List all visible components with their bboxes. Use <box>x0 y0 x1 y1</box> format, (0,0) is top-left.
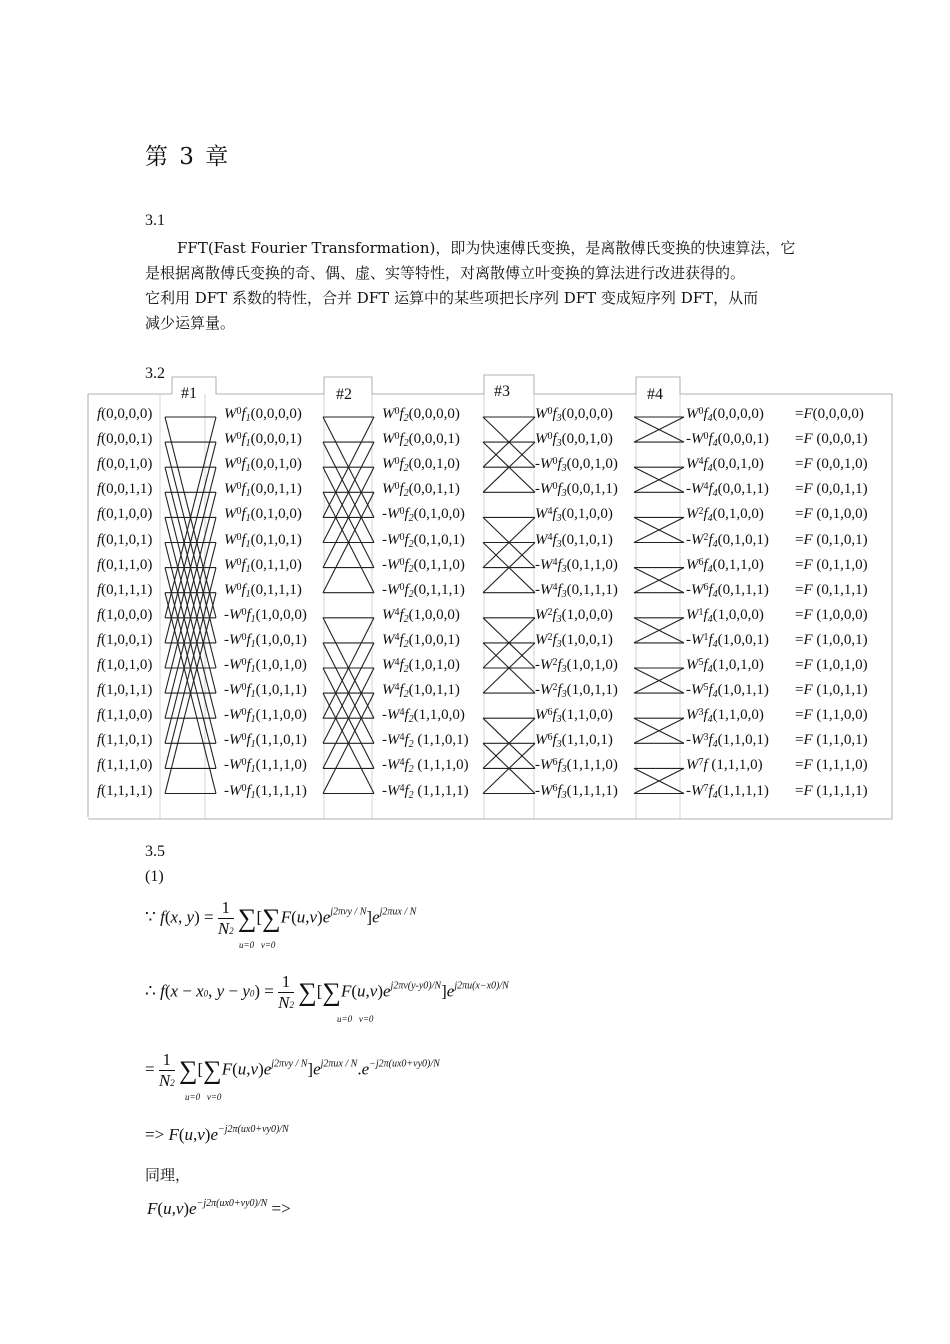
section-number-3-1: 3.1 <box>145 212 165 229</box>
diagram-label: $-W^0f_1(1,0,1,0)$ <box>224 657 307 675</box>
diagram-label: $W^4f_4(0,0,1,0)$ <box>686 456 764 475</box>
diagram-label: $-W^5f_4(1,0,1,1)$ <box>686 682 769 701</box>
diagram-label: =F (1,0,1,0) <box>795 657 868 673</box>
diagram-label: $W^6f_4(0,1,1,0)$ <box>686 556 764 575</box>
equation-2: ∴ f(x − x0, y − y0) = $\frac{1}{N2}$ $\sum[\sum F(u,v)e^{j2\pi v(y-y0)/N}]e^{j2\pi u(x-x0)/N}$ u=0 v=0 <box>145 972 509 1024</box>
diagram-label: f(0,1,1,1) <box>97 581 153 598</box>
equation-4: => $F(u,v)e^{-j2\pi(ux0+vy0)/N}$ <box>145 1124 289 1144</box>
diagram-label: $-W^0f_2(0,1,0,1)$ <box>382 531 465 550</box>
stage-label: #3 <box>494 383 510 400</box>
diagram-label: $-W^2f_3(1,0,1,0)$ <box>535 657 618 675</box>
diagram-label: $-W^6f_3(1,1,1,1)$ <box>535 782 618 801</box>
diagram-label: $W^5f_4(1,0,1,0)$ <box>686 657 764 675</box>
equation-5: $F(u,v)e^{-j2\pi(ux0+vy0)/N}$ => <box>147 1198 291 1218</box>
diagram-label: $-W^4f_2$ (1,1,1,1) <box>382 782 469 801</box>
stage-label: #1 <box>181 385 197 402</box>
diagram-label: $W^0f_1(0,1,0,1)$ <box>224 531 302 550</box>
diagram-label: $W^4f_3(0,1,0,1)$ <box>535 531 613 550</box>
equation-1: ∵ f(x, y) = $\frac{1}{N2}$ $\sum[\sum F(u,v)e^{j2\pi vy / N}]e^{j2\pi ux / N}$ u=0 v=0 <box>145 898 417 950</box>
diagram-label: $-W^0f_2(0,1,1,1)$ <box>382 581 465 600</box>
diagram-label: $W^4f_2(1,0,0,1)$ <box>382 631 460 650</box>
diagram-label: =F (1,0,0,0) <box>795 606 868 623</box>
diagram-label: f(1,0,1,1) <box>97 682 153 699</box>
diagram-label: $W^0f_1(0,0,1,1)$ <box>224 481 302 500</box>
diagram-label: =F (0,1,1,1) <box>795 581 868 598</box>
diagram-label: $W^0f_2(0,0,1,1)$ <box>382 481 460 500</box>
chapter-title: 第 3 章 <box>145 144 231 170</box>
diagram-label: $W^4f_2(1,0,1,1)$ <box>382 682 460 701</box>
diagram-label: $W^0f_1(0,1,0,0)$ <box>224 506 302 525</box>
diagram-label: $W^2f_3(1,0,0,0)$ <box>535 606 613 625</box>
diagram-label: $-W^0f_1(1,1,0,0)$ <box>224 707 307 726</box>
paragraph-line: 它利用 DFT 系数的特性，合并 DFT 运算中的某些项把长序列 DFT 变成短序列 DFT，从而 <box>145 289 759 307</box>
diagram-label: f(1,1,1,1) <box>97 782 153 799</box>
diagram-label: $W^0f_2(0,0,0,0)$ <box>382 406 460 424</box>
diagram-label: =F (0,1,0,1) <box>795 531 868 548</box>
section-number-3-5: 3.5 <box>145 843 165 860</box>
diagram-label: $W^0f_2(0,0,1,0)$ <box>382 456 460 475</box>
diagram-label: $W^0f_3(0,0,1,0)$ <box>535 431 613 450</box>
diagram-label: $-W^4f_3(0,1,1,1)$ <box>535 581 618 600</box>
arrow: => <box>145 1125 165 1144</box>
diagram-label: $-W^2f_4(0,1,0,1)$ <box>686 531 769 550</box>
diagram-label: f(0,0,0,1) <box>97 431 153 448</box>
paragraph-line: FFT(Fast Fourier Transformation)，即为快速傅氏变换，是离散傅氏变换的快速算法，它 <box>177 239 796 257</box>
diagram-label: $W^4f_2(1,0,0,0)$ <box>382 606 460 625</box>
diagram-label: f(1,0,1,0) <box>97 657 153 673</box>
diagram-label: =F (0,1,1,0) <box>795 556 868 573</box>
arrow: => <box>271 1199 291 1218</box>
diagram-label: $W^0f_1(0,1,1,1)$ <box>224 581 302 600</box>
diagram-label: $-W^4f_3(0,1,1,0)$ <box>535 556 618 575</box>
stage-label: #2 <box>336 386 352 403</box>
diagram-label: $W^0f_2(0,0,0,1)$ <box>382 431 460 450</box>
diagram-label: $-W^1f_4(1,0,0,1)$ <box>686 631 769 650</box>
diagram-label: $-W^2f_3(1,0,1,1)$ <box>535 682 618 701</box>
diagram-label: $W^4f_3(0,1,0,0)$ <box>535 506 613 525</box>
diagram-label: $-W^3f_4(1,1,0,1)$ <box>686 732 769 751</box>
diagram-label: $W^6f_3(1,1,0,0)$ <box>535 707 613 726</box>
diagram-label: $-W^4f_2(1,1,0,0)$ <box>382 707 465 726</box>
diagram-label: $-W^0f_1(1,0,0,0)$ <box>224 606 307 625</box>
diagram-label: =F (1,1,1,1) <box>795 782 868 799</box>
diagram-label: $W^0f_1(0,0,0,1)$ <box>224 431 302 450</box>
diagram-label: f(0,1,0,0) <box>97 506 153 523</box>
diagram-label: $W^0f_1(0,0,0,0)$ <box>224 406 302 424</box>
diagram-label: $-W^0f_4(0,0,0,1)$ <box>686 431 769 450</box>
diagram-label: $-W^0f_1(1,0,1,1)$ <box>224 682 307 701</box>
diagram-label: $-W^0f_1(1,0,0,1)$ <box>224 631 307 650</box>
diagram-label: =F (1,0,1,1) <box>795 682 868 699</box>
diagram-label: =F (0,0,1,1) <box>795 481 868 498</box>
diagram-label: f(0,0,0,0) <box>97 406 153 422</box>
diagram-label: f(0,0,1,1) <box>97 481 153 498</box>
diagram-label: $W^1f_4(1,0,0,0)$ <box>686 606 764 625</box>
diagram-label: f(1,0,0,0) <box>97 606 153 623</box>
diagram-label: f(0,1,0,1) <box>97 531 153 548</box>
diagram-label: $-W^7f_4(1,1,1,1)$ <box>686 782 769 801</box>
diagram-label: =F(0,0,0,0) <box>795 406 864 422</box>
diagram-label: =F (0,0,0,1) <box>795 431 868 448</box>
diagram-label: $-W^4f_4(0,0,1,1)$ <box>686 481 769 500</box>
diagram-label: f(1,0,0,1) <box>97 631 153 648</box>
diagram-label: f(1,1,0,0) <box>97 707 153 724</box>
diagram-label: $W^0f_4(0,0,0,0)$ <box>686 406 764 424</box>
stage-label: #4 <box>647 386 663 403</box>
diagram-label: $-W^0f_1(1,1,1,0)$ <box>224 757 307 776</box>
diagram-label: =F (1,0,0,1) <box>795 631 868 648</box>
diagram-label: =F (0,0,1,0) <box>795 456 868 473</box>
diagram-label: $W^2f_4(0,1,0,0)$ <box>686 506 764 525</box>
diagram-label: f(0,1,1,0) <box>97 556 153 573</box>
section-number-3-2: 3.2 <box>145 365 165 382</box>
diagram-label: $W^2f_3(1,0,0,1)$ <box>535 631 613 650</box>
diagram-label: f(1,1,0,1) <box>97 732 153 749</box>
diagram-label: $-W^6f_3(1,1,1,0)$ <box>535 757 618 776</box>
diagram-label: =F (1,1,1,0) <box>795 757 868 774</box>
diagram-label: $W^3f_4(1,1,0,0)$ <box>686 707 764 726</box>
equation-3: = $\frac{1}{N2}$ $\sum[\sum F(u,v)e^{j2\pi vy / N}]e^{j2\pi ux / N}.e^{-j2\pi(ux0+vy0)/N}$ u=0 v=0 <box>145 1050 440 1102</box>
same-reason-text: 同理， <box>145 1168 191 1184</box>
diagram-label: =F (1,1,0,0) <box>795 707 868 724</box>
diagram-label: $-W^4f_2$ (1,1,1,0) <box>382 757 469 776</box>
diagram-label: $W^0f_1(0,0,1,0)$ <box>224 456 302 475</box>
diagram-label: $-W^0f_3(0,0,1,0)$ <box>535 456 618 475</box>
diagram-label: $-W^4f_2$ (1,1,0,1) <box>382 732 469 751</box>
diagram-label: f(1,1,1,0) <box>97 757 153 774</box>
diagram-label: $-W^0f_3(0,0,1,1)$ <box>535 481 618 500</box>
diagram-label: $-W^0f_1(1,1,1,1)$ <box>224 782 307 801</box>
part-label: (1) <box>145 868 164 885</box>
diagram-label: $W^4f_2(1,0,1,0)$ <box>382 657 460 675</box>
paragraph-line: 是根据离散傅氏变换的奇、偶、虚、实等特性，对离散傅立叶变换的算法进行改进获得的。 <box>145 264 746 282</box>
diagram-label: $-W^6f_4(0,1,1,1)$ <box>686 581 769 600</box>
diagram-label: $-W^0f_1(1,1,0,1)$ <box>224 732 307 751</box>
paragraph-line: 减少运算量。 <box>145 314 236 332</box>
diagram-label: $W^0f_3(0,0,0,0)$ <box>535 406 613 424</box>
diagram-label: $-W^0f_2(0,1,1,0)$ <box>382 556 465 575</box>
diagram-label: $W^7f$ (1,1,1,0) <box>686 757 763 774</box>
diagram-label: =F (0,1,0,0) <box>795 506 868 523</box>
diagram-label: f(0,0,1,0) <box>97 456 153 473</box>
diagram-label: $-W^0f_2(0,1,0,0)$ <box>382 506 465 525</box>
diagram-label: $W^0f_1(0,1,1,0)$ <box>224 556 302 575</box>
diagram-label: $W^6f_3(1,1,0,1)$ <box>535 732 613 751</box>
diagram-label: =F (1,1,0,1) <box>795 732 868 749</box>
